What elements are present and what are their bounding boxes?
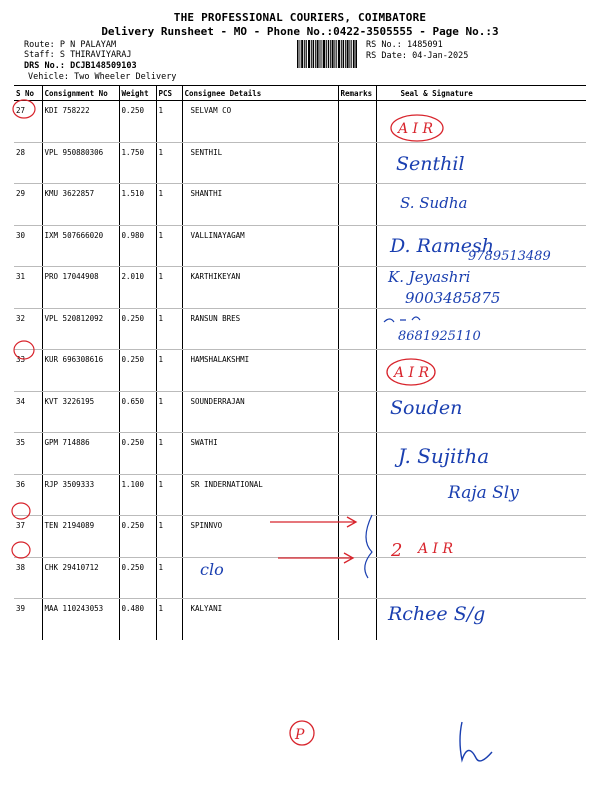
table-row <box>14 101 586 143</box>
cell-consignment-no: TEN 2194089 <box>42 516 119 558</box>
note-clo: clo <box>200 560 224 579</box>
table-row <box>14 391 586 433</box>
signature-jeyashri: K. Jeyashri <box>388 268 471 286</box>
cell-consignee: KARTHIKEYAN <box>182 267 338 309</box>
cell-signature <box>376 225 586 267</box>
rs-no-value: 1485091 <box>406 40 443 50</box>
air-stamp-3: A I R <box>418 541 454 557</box>
cell-remarks <box>338 225 376 267</box>
cell-consignee: SWATHI <box>182 433 338 475</box>
route-label: Route: <box>24 40 55 50</box>
cell-pcs: 1 <box>156 433 182 475</box>
vehicle-line <box>28 72 176 82</box>
col-header-sno: S No <box>14 86 42 101</box>
col-header-consignment: Consignment No <box>42 86 119 101</box>
cell-consignee: SELVAM CO <box>182 101 338 143</box>
rs-date-label: RS Date: <box>366 51 407 61</box>
cell-remarks <box>338 350 376 392</box>
cell-weight: 0.250 <box>119 557 156 599</box>
air-stamp-2: A I R <box>394 365 430 381</box>
cell-consignee: KALYANI <box>182 599 338 640</box>
cell-pcs: 1 <box>156 308 182 350</box>
cell-weight: 1.100 <box>119 474 156 516</box>
cell-pcs: 1 <box>156 184 182 226</box>
table-row <box>14 350 586 392</box>
phone-row-31: 9003485875 <box>405 289 501 307</box>
cell-remarks <box>338 391 376 433</box>
cell-weight: 2.010 <box>119 267 156 309</box>
company-title: THE PROFESSIONAL COURIERS, COIMBATORE <box>173 11 427 24</box>
cell-signature <box>376 142 586 184</box>
cell-sno: 28 <box>14 142 42 184</box>
cell-remarks <box>338 599 376 640</box>
cell-weight: 0.250 <box>119 350 156 392</box>
cell-signature <box>376 557 586 599</box>
blue-tick-mark <box>460 722 492 761</box>
cell-signature <box>376 391 586 433</box>
staff-value: S THIRAVIYARAJ <box>59 50 132 60</box>
table-row <box>14 308 586 350</box>
cell-consignment-no: KMU 3622857 <box>42 184 119 226</box>
cell-sno: 36 <box>14 474 42 516</box>
table-row <box>14 599 586 640</box>
runsheet-subtitle: Delivery Runsheet - MO - Phone No.:0422-3505555 - Page No.:3 <box>101 25 499 38</box>
cell-consignee: VALLINAYAGAM <box>182 225 338 267</box>
red-circle-mark: P <box>295 727 305 743</box>
signature-senthil: Senthil <box>396 153 465 175</box>
cell-pcs: 1 <box>156 142 182 184</box>
cell-consignment-no: RJP 3509333 <box>42 474 119 516</box>
cell-remarks <box>338 308 376 350</box>
table-row <box>14 184 586 226</box>
signature-row-39: Rchee S/g <box>388 603 486 625</box>
table-row <box>14 516 586 558</box>
cell-remarks <box>338 184 376 226</box>
cell-consignment-no: KVT 3226195 <box>42 391 119 433</box>
rs-date-value: 04-Jan-2025 <box>412 51 469 61</box>
cell-consignee: SPINNVO <box>182 516 338 558</box>
cell-sno: 29 <box>14 184 42 226</box>
cell-sno: 30 <box>14 225 42 267</box>
cell-remarks <box>338 142 376 184</box>
cell-signature <box>376 474 586 516</box>
cell-consignment-no: KUR 696308616 <box>42 350 119 392</box>
staff-label: Staff: <box>24 50 55 60</box>
barcode <box>297 40 357 68</box>
cell-sno: 31 <box>14 267 42 309</box>
cell-pcs: 1 <box>156 474 182 516</box>
phone-row-32: 8681925110 <box>398 329 481 344</box>
cell-sno: 37 <box>14 516 42 558</box>
cell-pcs: 1 <box>156 391 182 433</box>
phone-row-30: 9789513489 <box>468 249 551 264</box>
rs-no-label: RS No.: <box>366 40 402 50</box>
cell-pcs: 1 <box>156 350 182 392</box>
table-row <box>14 225 586 267</box>
cell-weight: 0.650 <box>119 391 156 433</box>
table-row <box>14 142 586 184</box>
table-row <box>14 267 586 309</box>
cell-consignment-no: KDI 758222 <box>42 101 119 143</box>
col-header-signature: Seal & Signature <box>376 86 586 101</box>
cell-remarks <box>338 267 376 309</box>
cell-pcs: 1 <box>156 101 182 143</box>
cell-weight: 0.250 <box>119 433 156 475</box>
cell-sno: 27 <box>14 101 42 143</box>
cell-pcs: 1 <box>156 516 182 558</box>
cell-sno: 38 <box>14 557 42 599</box>
cell-consignee: RANSUN BRES <box>182 308 338 350</box>
cell-signature <box>376 308 586 350</box>
cell-pcs: 1 <box>156 599 182 640</box>
table-row <box>14 433 586 475</box>
cell-signature <box>376 433 586 475</box>
cell-consignee: HAMSHALAKSHMI <box>182 350 338 392</box>
cell-consignment-no: VPL 520812092 <box>42 308 119 350</box>
air-stamp-1: A I R <box>398 121 434 137</box>
drs-label: DRS No.: <box>24 61 65 71</box>
signature-raja: Raja Sly <box>448 483 519 503</box>
cell-consignee <box>182 557 338 599</box>
cell-remarks <box>338 474 376 516</box>
cell-weight: 0.250 <box>119 516 156 558</box>
signature-ramesh: D. Ramesh <box>390 235 494 257</box>
route-line <box>24 40 116 50</box>
rs-date-line <box>366 51 468 61</box>
cell-pcs: 1 <box>156 557 182 599</box>
cell-remarks <box>338 101 376 143</box>
cell-sno: 35 <box>14 433 42 475</box>
cell-remarks <box>338 557 376 599</box>
table-row <box>14 474 586 516</box>
cell-sno: 39 <box>16 604 26 613</box>
table-row <box>14 557 586 599</box>
signature-souden: Souden <box>390 397 463 419</box>
vehicle-value: Two Wheeler Delivery <box>74 72 177 82</box>
vehicle-label: Vehicle: <box>28 72 69 82</box>
cell-signature <box>376 516 586 558</box>
cell-consignment-no: GPM 714886 <box>42 433 119 475</box>
cell-remarks <box>338 516 376 558</box>
col-header-remarks: Remarks <box>338 86 376 101</box>
rs-no-line <box>366 40 443 50</box>
cell-weight: 0.480 <box>119 599 156 640</box>
cell-sno: 32 <box>14 308 42 350</box>
signature-sujitha: J. Sujitha <box>398 444 490 468</box>
col-header-consignee: Consignee Details <box>182 86 338 101</box>
cell-consignee: SOUNDERRAJAN <box>182 391 338 433</box>
cell-signature <box>376 599 586 640</box>
signature-sudha: S. Sudha <box>400 194 468 212</box>
cell-consignment-no: VPL 950880306 <box>42 142 119 184</box>
cell-consignee: SENTHIL <box>182 142 338 184</box>
cell-consignee: SR INDERNATIONAL <box>182 474 338 516</box>
cell-weight: 1.750 <box>119 142 156 184</box>
cell-signature <box>376 350 586 392</box>
cell-consignment-no: PRO 17044908 <box>42 267 119 309</box>
route-value: P N PALAYAM <box>59 40 117 50</box>
drs-value: DCJB148509103 <box>70 61 137 71</box>
cell-consignment-no: MAA 110243053 <box>42 599 119 640</box>
cell-consignee: SHANTHI <box>182 184 338 226</box>
staff-line <box>24 50 132 60</box>
cell-signature <box>376 101 586 143</box>
cell-consignment-no: IXM 507666020 <box>42 225 119 267</box>
cell-pcs: 1 <box>156 267 182 309</box>
cell-weight: 0.250 <box>119 101 156 143</box>
red-mark-2: 2 <box>391 540 403 561</box>
cell-sno: 34 <box>14 391 42 433</box>
table-header-row <box>14 86 586 101</box>
runsheet-table <box>14 85 586 640</box>
col-header-pcs: PCS <box>156 86 182 101</box>
cell-signature <box>376 267 586 309</box>
col-header-weight: Weight <box>119 86 156 101</box>
cell-consignment-no: CHK 29410712 <box>42 557 119 599</box>
cell-weight: 1.510 <box>119 184 156 226</box>
cell-signature <box>376 184 586 226</box>
cell-remarks <box>338 433 376 475</box>
cell-weight: 0.980 <box>119 225 156 267</box>
red-circle-bottom <box>290 721 314 745</box>
cell-weight: 0.250 <box>119 308 156 350</box>
cell-sno: 33 <box>14 350 42 392</box>
drs-line <box>24 61 137 71</box>
cell-pcs: 1 <box>156 225 182 267</box>
